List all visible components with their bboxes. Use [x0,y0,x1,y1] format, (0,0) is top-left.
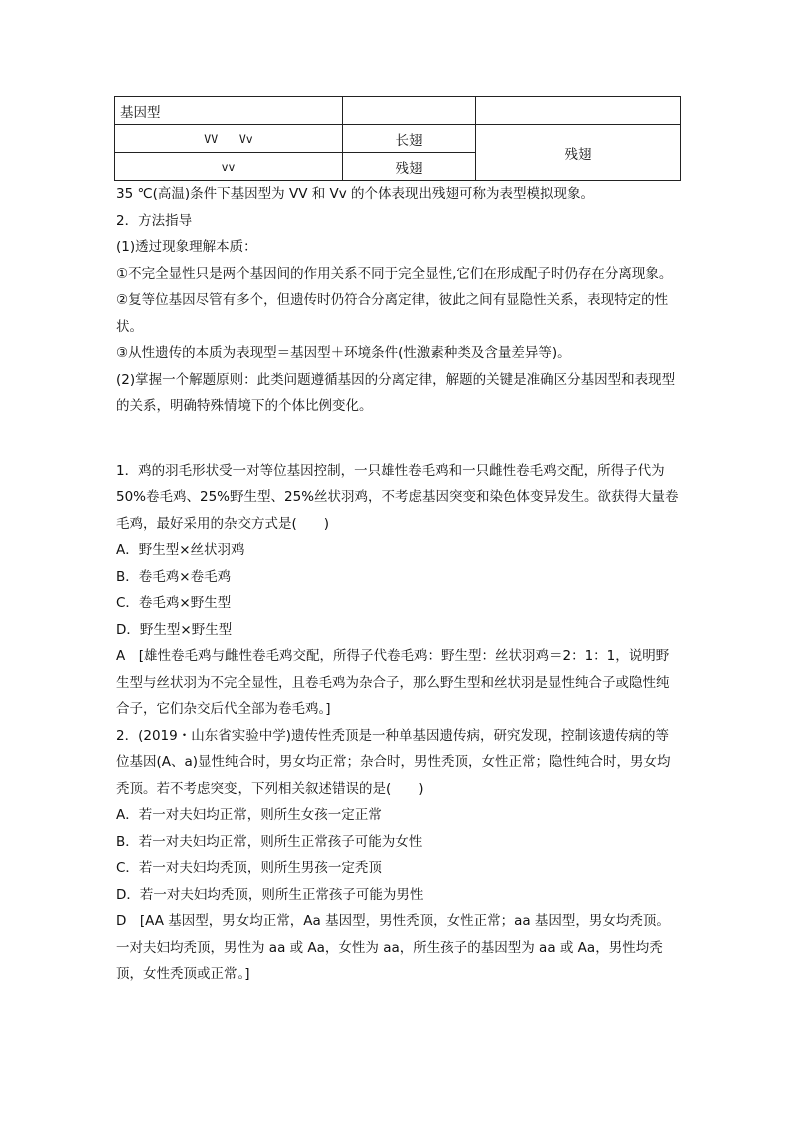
table-row [115,125,681,153]
point-3: ③从性遗传的本质为表现型＝基因型＋环境条件(性激素种类及含量差异等)。 [116,345,571,361]
table-cell-phenotype: 残翅 [343,153,476,181]
point-2: ②复等位基因尽管有多个，但遗传时仍符合分离定律，彼此之间有显隐性关系，表现特定的性状。 [116,292,669,335]
spacer [116,420,682,446]
question-2-option-b: B．若一对夫妇均正常，则所生正常孩子可能为女性 [116,833,423,850]
table-header-cell-2 [343,97,476,125]
question-1-option-a: A．野生型×丝状羽鸡 [116,542,245,558]
point-1: ①不完全显性只是两个基因间的作用关系不同于完全显性,它们在形成配子时仍存在分离现象。 [116,265,673,282]
question-2-stem: 2．(2019・山东省实验中学)遗传性秃顶是一种单基因遗传病，研究发现，控制该遗传病的等位基因(A、a)显性纯合时，男女均正常；杂合时，男性秃顶，女性正常；隐性纯合时，男女均秃顶。若不考虑突变，下列相关叙述错误的是( ) [116,727,671,797]
question-2-option-a: A．若一对夫妇均正常，则所生女孩一定正常 [116,807,382,823]
table-header-row [115,97,681,125]
document-body [116,181,682,988]
table-cell-merged: 残翅 [476,125,681,181]
table-cell-genotype: vv [115,153,343,181]
question-2-option-c: C．若一对夫妇均秃顶，则所生男孩一定秃顶 [116,860,382,876]
table-cell-phenotype: 长翅 [343,125,476,153]
table-cell-genotype: VV Vv [115,125,343,153]
spacer [116,446,682,458]
subheading-1: (1)透过现象理解本质： [116,239,257,255]
question-2-answer: D [AA 基因型，男女均正常，Aa 基因型，男性秃顶，女性正常；aa 基因型，男女均秃顶。一对夫妇均秃顶，男性为 aa 或 Aa，女性为 aa，所生孩子的基因型为 aa 或 Aa，男性均秃顶，女性秃顶或正常。] [116,913,670,982]
question-2-option-d: D．若一对夫妇均秃顶，则所生正常孩子可能为男性 [116,886,424,903]
genotype-table [114,96,681,181]
subheading-2: (2)掌握一个解题原则：此类问题遵循基因的分离定律，解题的关键是准确区分基因型和表现型的关系，明确特殊情境下的个体比例变化。 [116,371,676,414]
intro-note: 35 ℃(高温)条件下基因型为 VV 和 Vv 的个体表现出残翅可称为表型模拟现象。 [116,186,595,202]
table-header-genotype: 基因型 [115,97,343,125]
question-1-option-c: C．卷毛鸡×野生型 [116,595,232,611]
question-1-option-d: D．野生型×野生型 [116,621,233,638]
table-header-cell-3 [476,97,681,125]
question-1-answer: A [雄性卷毛鸡与雌性卷毛鸡交配，所得子代卷毛鸡：野生型：丝状羽鸡＝2：1：1，说明野生型与丝状羽为不完全显性，且卷毛鸡为杂合子，那么野生型和丝状羽是显性纯合子或隐性纯合子，它们杂交后代全部为卷毛鸡。] [116,648,670,717]
question-1-option-b: B．卷毛鸡×卷毛鸡 [116,568,232,585]
question-1-stem: 1．鸡的羽毛形状受一对等位基因控制，一只雄性卷毛鸡和一只雌性卷毛鸡交配，所得子代为 50%卷毛鸡、25%野生型、25%丝状羽鸡，不考虑基因突变和染色体变异发生。欲获得大量卷毛鸡，最好采用的杂交方式是( ) [116,462,679,532]
section-heading: 2．方法指导 [116,212,193,229]
